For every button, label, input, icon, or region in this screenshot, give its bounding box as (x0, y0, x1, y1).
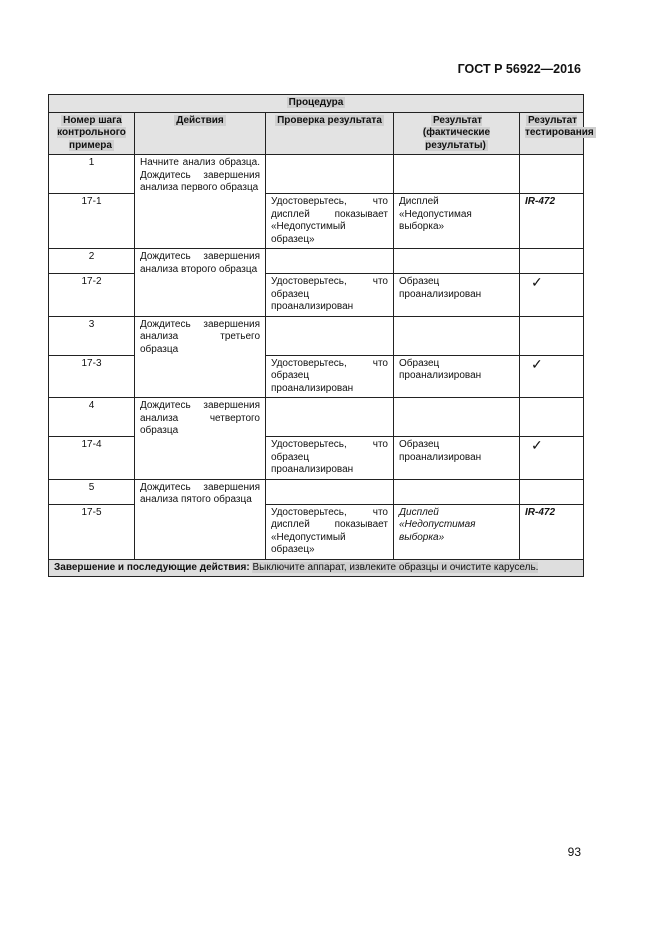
actual-cell (394, 316, 520, 355)
footer-label: Завершение и последующие действия: (54, 561, 250, 573)
table-row (49, 355, 584, 398)
column-header-actual: Результат (фактические результаты) (394, 112, 520, 155)
column-header-actions: Действия (135, 112, 266, 155)
actual-cell (394, 398, 520, 437)
step-number: 2 (49, 249, 135, 274)
table-row (49, 316, 584, 355)
result-cell (520, 274, 584, 317)
table-row (49, 274, 584, 317)
table-header-row (49, 112, 584, 155)
step-number: 17-4 (49, 437, 135, 480)
column-header-step: Номер шага контрольного примера (49, 112, 135, 155)
actual-cell: Дисплей «Недопустимая выборка» (394, 504, 520, 559)
actual-cell (394, 249, 520, 274)
column-header-check: Проверка результата (266, 112, 394, 155)
action-cell: Дождитесь завершения анализа четвертого образца (135, 398, 266, 480)
result-cell (520, 479, 584, 504)
checkmark-icon: ✓ (531, 437, 543, 453)
table-title: Процедура (49, 95, 584, 113)
step-number: 17-5 (49, 504, 135, 559)
actual-cell: Образец проанализирован (394, 274, 520, 317)
table-row (49, 504, 584, 559)
result-cell (520, 355, 584, 398)
check-cell: Удостоверьтесь, что образец проанализирован (266, 437, 394, 480)
step-number: 17-1 (49, 194, 135, 249)
table-row (49, 398, 584, 437)
result-cell (520, 155, 584, 194)
action-cell: Дождитесь завершения анализа второго образца (135, 249, 266, 317)
check-cell: Удостоверьтесь, что дисплей показывает «Недопустимый образец» (266, 504, 394, 559)
actual-cell (394, 155, 520, 194)
action-cell: Дождитесь завершения анализа третьего образца (135, 316, 266, 398)
footer-text: Выключите аппарат, извлеките образцы и очистите карусель. (252, 561, 539, 573)
table-footer (49, 559, 584, 577)
action-cell: Начните анализ образца. Дождитесь завершения анализа первого образца (135, 155, 266, 249)
table-row (49, 249, 584, 274)
table-title-row (49, 95, 584, 113)
table-row (49, 155, 584, 194)
table-footer-row (49, 559, 584, 577)
result-cell (520, 249, 584, 274)
result-cell: IR-472 (520, 194, 584, 249)
actual-cell: Образец проанализирован (394, 437, 520, 480)
result-cell: IR-472 (520, 504, 584, 559)
page-number: 93 (567, 845, 581, 859)
document-code: ГОСТ Р 56922—2016 (457, 62, 581, 76)
result-cell (520, 316, 584, 355)
check-cell: Удостоверьтесь, что образец проанализирован (266, 355, 394, 398)
check-cell (266, 249, 394, 274)
step-number: 3 (49, 316, 135, 355)
check-cell (266, 316, 394, 355)
check-cell (266, 398, 394, 437)
step-number: 17-3 (49, 355, 135, 398)
checkmark-icon: ✓ (531, 274, 543, 290)
step-number: 4 (49, 398, 135, 437)
column-header-result: Результат тестирования (520, 112, 584, 155)
check-cell: Удостоверьтесь, что образец проанализирован (266, 274, 394, 317)
checkmark-icon: ✓ (531, 355, 543, 372)
table-row (49, 437, 584, 480)
check-cell: Удостоверьтесь, что дисплей показывает «Недопустимый образец» (266, 194, 394, 249)
action-cell: Дождитесь завершения анализа пятого образца (135, 479, 266, 559)
step-number: 5 (49, 479, 135, 504)
actual-cell: Образец проанализирован (394, 355, 520, 398)
procedure-table (48, 94, 594, 577)
result-cell (520, 437, 584, 480)
table-row (49, 194, 584, 249)
step-number: 17-2 (49, 274, 135, 317)
result-cell (520, 398, 584, 437)
table-row (49, 479, 584, 504)
check-cell (266, 479, 394, 504)
actual-cell (394, 479, 520, 504)
check-cell (266, 155, 394, 194)
step-number: 1 (49, 155, 135, 194)
actual-cell: Дисплей «Недопустимая выборка» (394, 194, 520, 249)
